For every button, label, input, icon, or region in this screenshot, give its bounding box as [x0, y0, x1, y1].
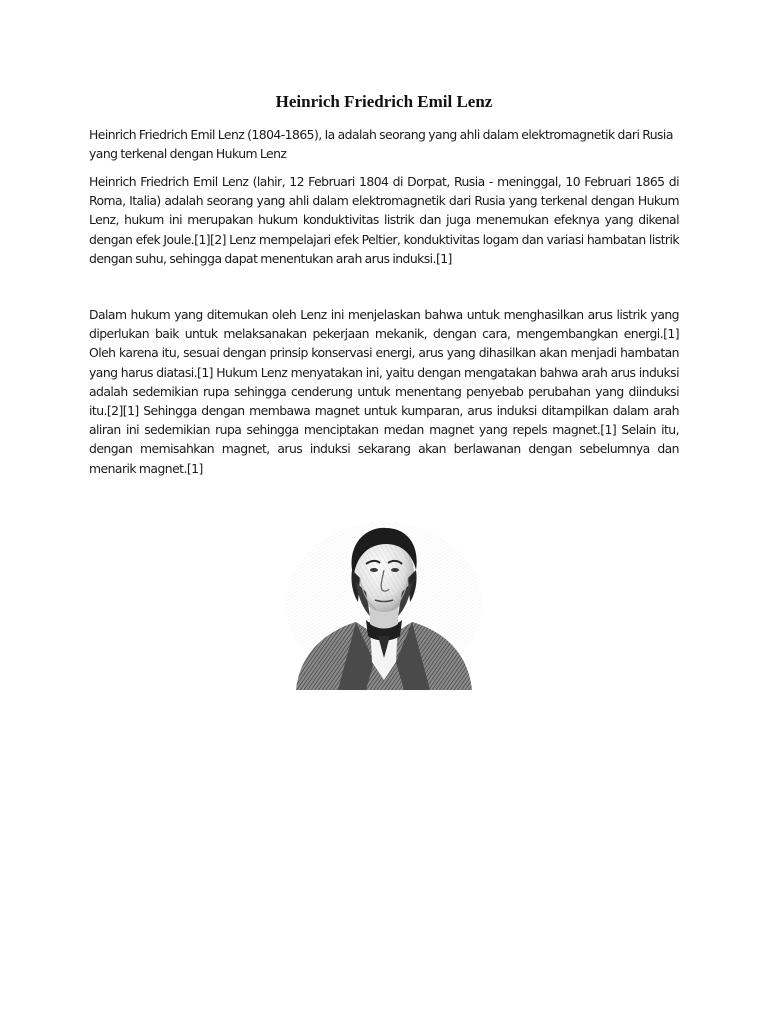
intro-paragraph: Heinrich Friedrich Emil Lenz (1804-1865), Ia adalah seorang yang ahli dalam elektromagnetik dari Rusia yang terkenal dengan Hukum Lenz: [89, 127, 673, 162]
page-title: Heinrich Friedrich Emil Lenz: [275, 92, 493, 111]
law-explanation-paragraph: Dalam hukum yang ditemukan oleh Lenz ini menjelaskan bahwa untuk menghasilkan arus listrik yang diperlukan baik untuk melaksanakan pekerjaan mekanik, dengan cara, mengembangkan energi.[1] Oleh karena itu, sesuai dengan prinsip konservasi energi, arus yang dihasilkan akan menjadi hambatan yang harus diatasi.[1] Hukum Lenz menyatakan ini, yaitu dengan mengatakan bahwa arah arus induksi adalah sedemikian rupa sehingga cenderung untuk menentang penyebab perubahan yang diinduksi itu.[2][1] Sehingga dengan membawa magnet untuk kumparan, arus induksi ditampilkan dalam arah aliran ini sedemikian rupa sehingga menciptakan medan magnet yang repels magnet.[1] Selain itu, dengan memisahkan magnet, arus induksi sekarang akan berlawanan dengan sebelumnya dan menarik magnet.[1]: [89, 307, 679, 476]
biography-paragraph: Heinrich Friedrich Emil Lenz (lahir, 12 Februari 1804 di Dorpat, Rusia - meninggal, 10 Februari 1865 di Roma, Italia) adalah seorang yang ahli dalam elektromagnetik dari Rusia yang terkenal dengan Hukum Lenz, hukum ini merupakan hukum konduktivitas listrik dan juga menemukan efeknya yang dikenal dengan efek Joule.[1][2] Lenz mempelajari efek Peltier, konduktivitas logam dan variasi hambatan listrik dengan suhu, sehingga dapat menentukan arah arus induksi.[1]: [89, 174, 679, 266]
lenz-portrait-image: [278, 512, 490, 690]
